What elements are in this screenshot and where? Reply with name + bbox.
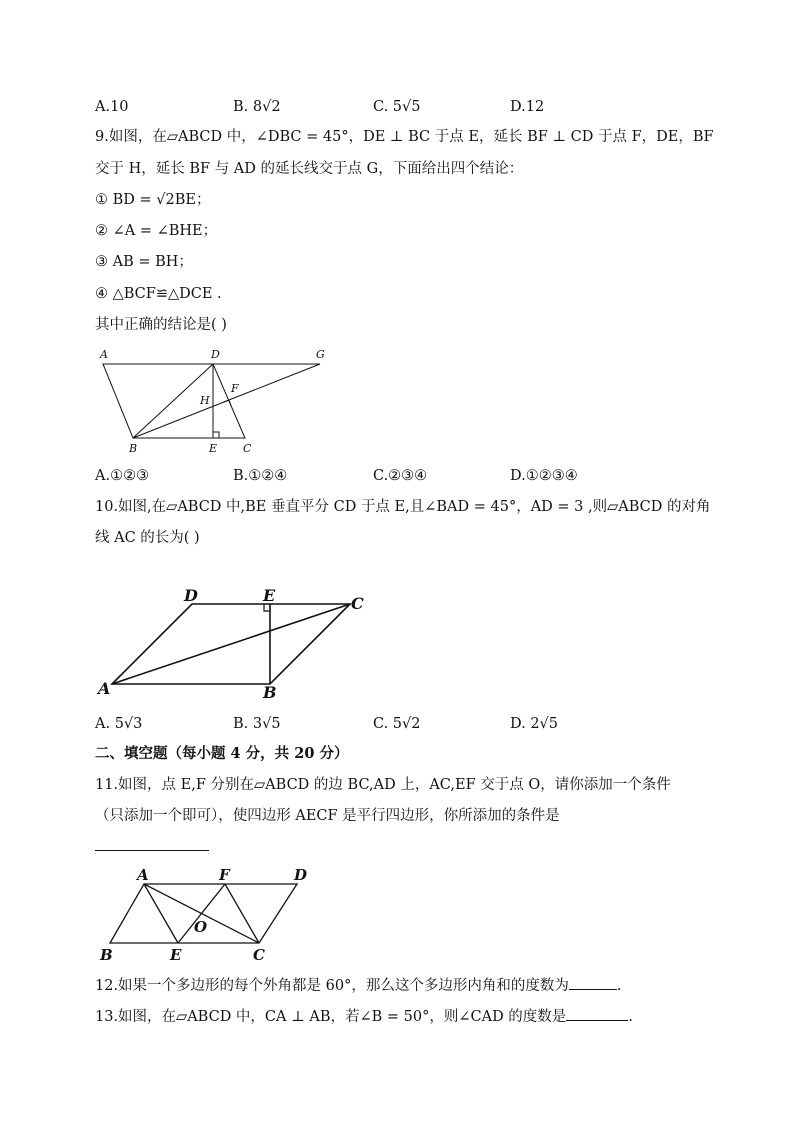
q8-option-d[interactable]: D.12 <box>510 99 545 115</box>
q11-label-d: D <box>294 866 308 884</box>
q10-option-a[interactable]: A. 5√3 <box>95 716 143 732</box>
q10-label-e: E <box>263 586 276 605</box>
q9-conclusion-2: ② ∠A = ∠BHE； <box>95 223 218 239</box>
q9-conclusion-4: ④ △BCF≌△DCE . <box>95 286 222 302</box>
q10-label-b: B <box>263 683 277 702</box>
q9-question: 其中正确的结论是( ) <box>95 317 227 333</box>
q11-label-o: O <box>194 918 208 936</box>
q11-label-c: C <box>253 946 265 964</box>
q10-option-c[interactable]: C. 5√2 <box>373 716 421 732</box>
q10-option-b[interactable]: B. 3√5 <box>233 716 281 732</box>
q9-label-h: H <box>200 394 210 407</box>
q12-stem: 12.如果一个多边形的每个外角都是 60°，那么这个多边形内角和的度数为 . <box>95 975 621 996</box>
q11-label-f: F <box>219 866 230 884</box>
q10-stem-line2: 线 AC 的长为( ) <box>95 530 200 546</box>
q9-option-d[interactable]: D.①②③④ <box>510 468 578 484</box>
q10-option-d[interactable]: D. 2√5 <box>510 716 559 732</box>
q12-text: 12.如果一个多边形的每个外角都是 60°，那么这个多边形内角和的度数为 <box>95 978 569 994</box>
q11-stem-line1: 11.如图，点 E,F 分别在▱ABCD 的边 BC,AD 上，AC,EF 交于点 O，请你添加一个条件 <box>95 777 671 793</box>
q10-label-c: C <box>351 594 364 613</box>
q11-label-e: E <box>170 946 182 964</box>
q8-option-a[interactable]: A.10 <box>95 99 129 115</box>
q11-label-b: B <box>100 946 113 964</box>
q13-stem: 13.如图，在▱ABCD 中，CA ⊥ AB，若∠B = 50°，则∠CAD 的度数是 . <box>95 1006 633 1027</box>
q8-option-b[interactable]: B. 8√2 <box>233 99 281 115</box>
q9-option-a[interactable]: A.①②③ <box>95 468 150 484</box>
q9-label-d: D <box>211 348 220 361</box>
q9-option-b[interactable]: B.①②④ <box>233 468 288 484</box>
q9-label-e: E <box>209 442 218 455</box>
q9-conclusion-3: ③ AB = BH； <box>95 254 193 270</box>
q10-label-d: D <box>184 586 198 605</box>
q10-label-a: A <box>98 679 111 698</box>
q9-label-b: B <box>129 442 138 455</box>
q11-stem-line2: （只添加一个即可），使四边形 AECF 是平行四边形，你所添加的条件是 <box>95 808 560 824</box>
q10-stem-line1: 10.如图,在▱ABCD 中,BE 垂直平分 CD 于点 E,且∠BAD = 45°，AD = 3 ,则▱ABCD 的对角 <box>95 499 711 515</box>
q11-label-a: A <box>137 866 149 884</box>
q13-answer-blank[interactable] <box>566 1006 628 1021</box>
q9-label-c: C <box>243 442 252 455</box>
q9-option-c[interactable]: C.②③④ <box>373 468 428 484</box>
q12-answer-blank[interactable] <box>569 975 617 990</box>
q13-text: 13.如图，在▱ABCD 中，CA ⊥ AB，若∠B = 50°，则∠CAD 的度数是 <box>95 1009 567 1025</box>
q9-stem-line2: 交于 H，延长 BF 与 AD 的延长线交于点 G，下面给出四个结论： <box>95 161 524 177</box>
q9-label-g: G <box>316 348 325 361</box>
q9-stem-line1: 9.如图，在▱ABCD 中，∠DBC = 45°，DE ⊥ BC 于点 E，延长 BF ⊥ CD 于点 F，DE，BF <box>95 129 714 145</box>
section-2-heading: 二、填空题（每小题 4 分，共 20 分） <box>95 745 349 762</box>
q9-conclusion-1: ① BD = √2BE； <box>95 192 211 208</box>
q9-label-f: F <box>231 382 239 395</box>
q8-option-c[interactable]: C. 5√5 <box>373 99 421 115</box>
q9-label-a: A <box>100 348 108 361</box>
